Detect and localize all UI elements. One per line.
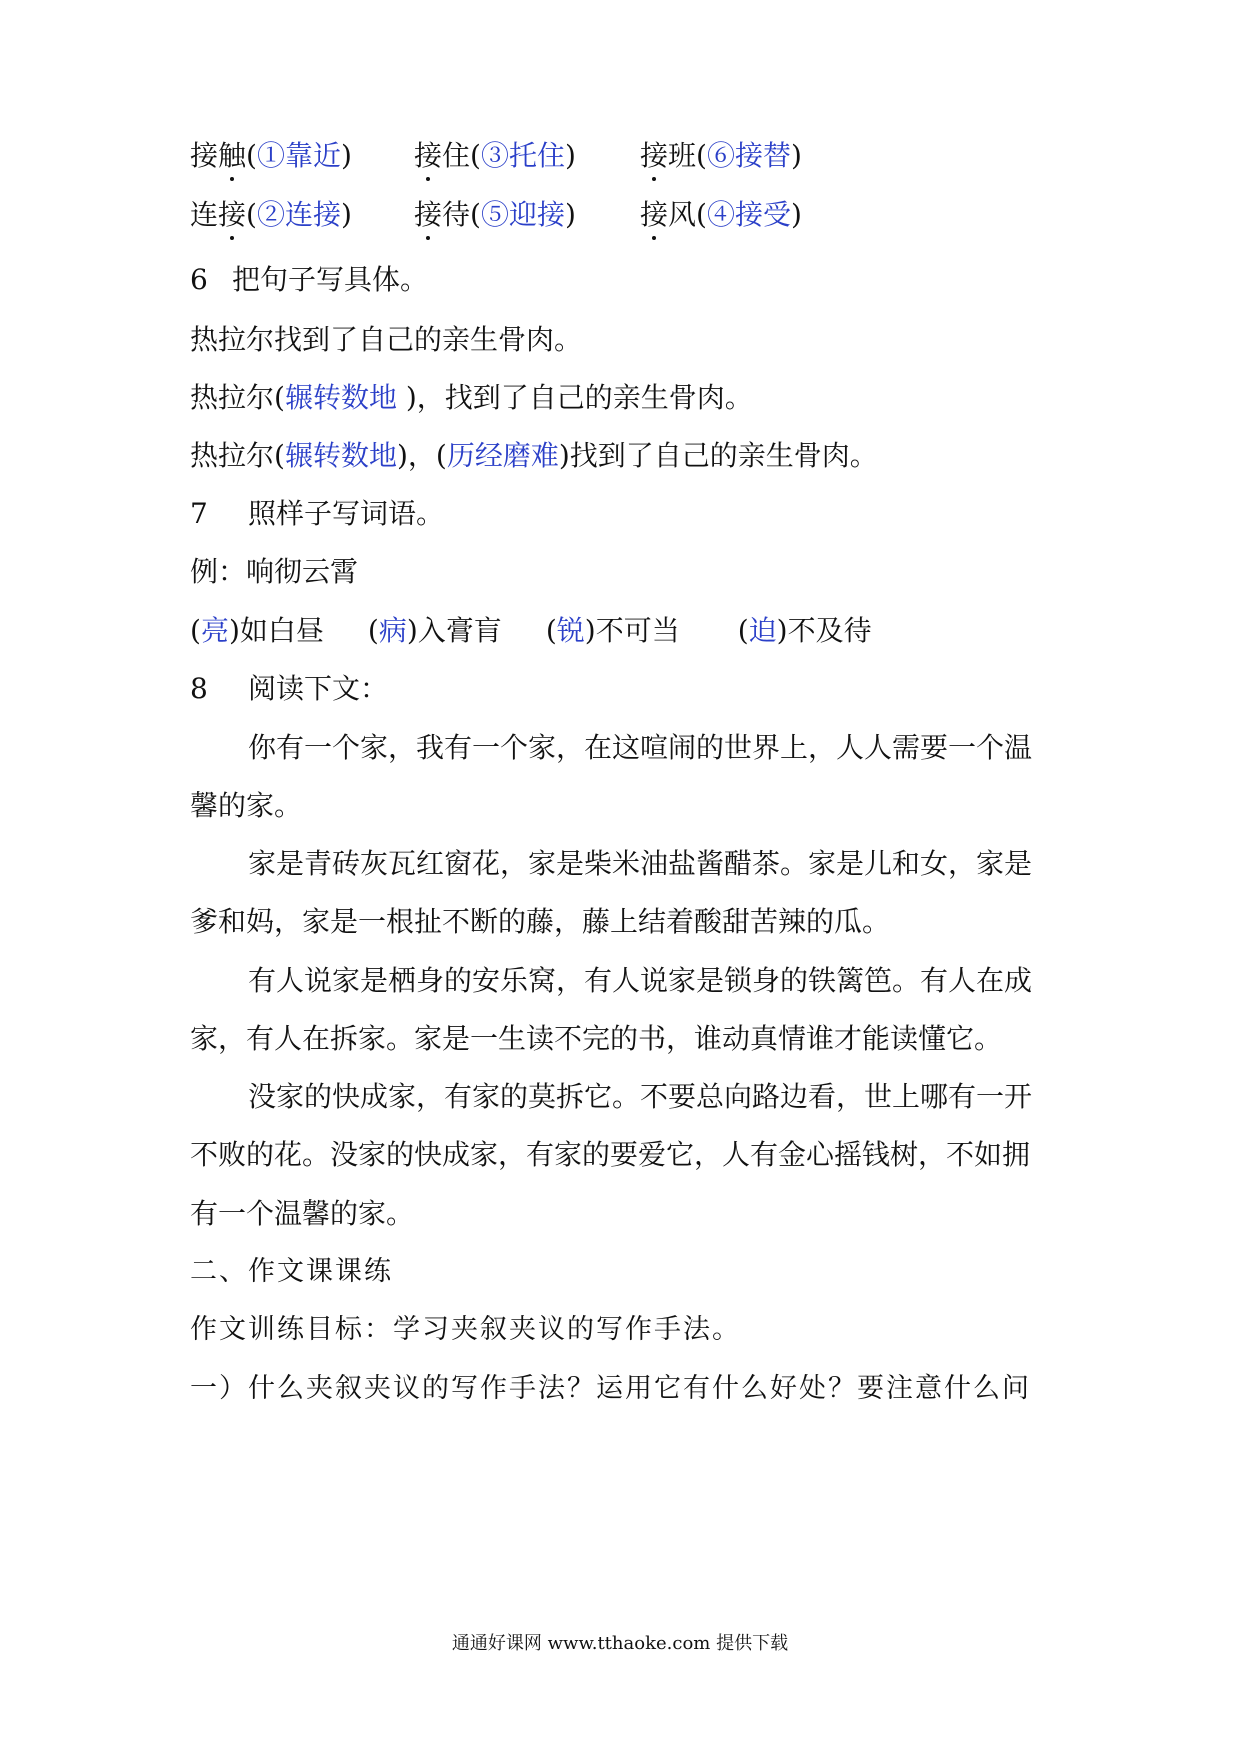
q8-paragraph-line: 家是青砖灰瓦红窗花，家是柴米油盐酱醋茶。家是儿和女，家是 xyxy=(248,847,1033,880)
q7-heading xyxy=(190,494,1070,534)
q8-paragraph-line: 你有一个家，我有一个家，在这喧闹的世界上，人人需要一个温 xyxy=(248,731,1033,764)
q8-title: 阅读下文： xyxy=(248,672,389,705)
page-footer: 通通好课网 www.tthaoke.com 提供下载 xyxy=(451,1633,789,1654)
q8-paragraph-line: 有一个温馨的家。 xyxy=(190,1197,415,1230)
part2-question-1: 一）什么夹叙夹议的写作手法？运用它有什么好处？要注意什么问 xyxy=(190,1373,1031,1404)
q5-item-jiefeng: 接风(④接受) xyxy=(640,195,802,235)
q8-paragraph-line: 不败的花。没家的快成家，有家的要爱它，人有金心摇钱树，不如拥 xyxy=(190,1138,1031,1171)
q7-item-2: (病)入膏肓 xyxy=(367,614,502,647)
q5-item-jiedai: 接待(⑤迎接) xyxy=(414,195,640,235)
section-heading: 二、作文课课练 xyxy=(190,1256,393,1287)
q6-heading xyxy=(190,260,1070,300)
q5-item-lianjie: 连接(②连接) xyxy=(190,195,414,235)
q7-title: 照样子写词语。 xyxy=(248,497,445,530)
q8-paragraph-line: 没家的快成家，有家的莫拆它。不要总向路边看，世上哪有一开 xyxy=(248,1080,1033,1113)
q7-number: 7 xyxy=(190,497,208,530)
q5-item-jiezhu: 接住(③托住) xyxy=(414,136,640,176)
q7-answers xyxy=(190,611,1070,651)
q8-paragraph-line: 有人说家是栖身的安乐窝，有人说家是锁身的铁篱笆。有人在成 xyxy=(248,964,1033,997)
q5-row-1 xyxy=(190,136,1070,176)
q8-paragraph-line: 家，有人在拆家。家是一生读不完的书，谁动真情谁才能读懂它。 xyxy=(190,1022,1003,1055)
q6-title: 把句子写具体。 xyxy=(232,263,429,296)
q7-item-3: (锐)不可当 xyxy=(545,614,680,647)
q8-number: 8 xyxy=(190,672,208,705)
q6-base-sentence: 热拉尔找到了自己的亲生骨肉。 xyxy=(190,323,583,356)
q8-heading xyxy=(190,669,1070,709)
q7-item-4: (迫)不及待 xyxy=(737,614,872,647)
q8-paragraph-line: 馨的家。 xyxy=(190,789,303,822)
q6-number: 6 xyxy=(190,263,208,296)
q6-answer-2: 热拉尔(辗转数地)，(历经磨难)找到了自己的亲生骨肉。 xyxy=(190,439,878,472)
q5-item-jieban: 接班(⑥接替) xyxy=(640,136,802,176)
training-goal: 作文训练目标：学习夹叙夹议的写作手法。 xyxy=(190,1314,741,1345)
q8-paragraph-line: 爹和妈，家是一根扯不断的藤，藤上结着酸甜苦辣的瓜。 xyxy=(190,905,891,938)
q5-row-2 xyxy=(190,195,1070,235)
q7-item-1: (亮)如白昼 xyxy=(190,614,324,647)
q7-example: 例：响彻云霄 xyxy=(190,555,359,588)
q6-answer-1: 热拉尔(辗转数地 )，找到了自己的亲生骨肉。 xyxy=(190,381,753,414)
q5-item-jiechu: 接触(①靠近) xyxy=(190,136,414,176)
